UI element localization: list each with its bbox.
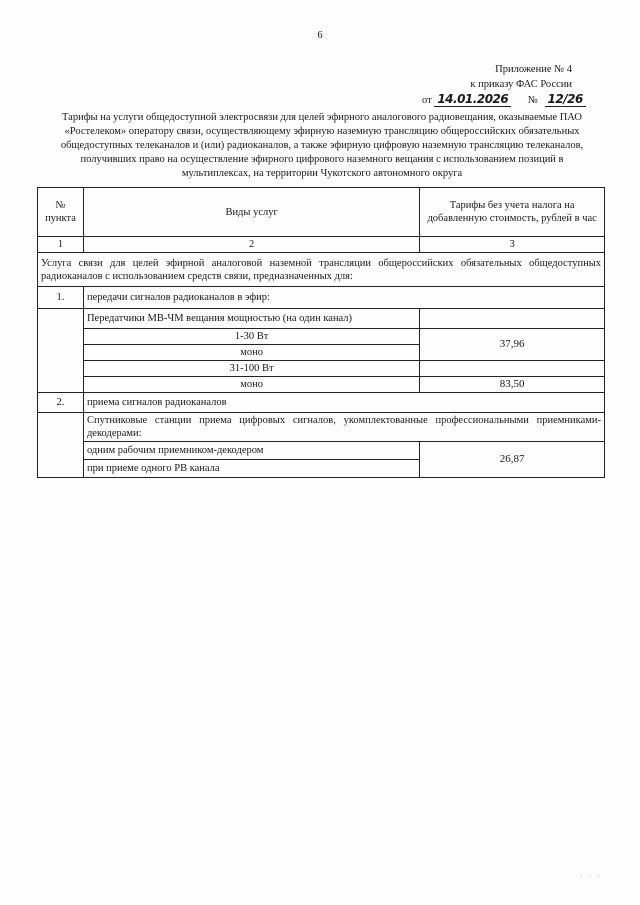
channel-label: при приеме одного РВ канала	[83, 460, 419, 478]
price-1-30w: 37,96	[420, 329, 605, 361]
appendix-order-ref: к приказу ФАС России	[470, 79, 572, 90]
mono-2-label: моно	[83, 377, 419, 393]
from-label: от	[422, 95, 432, 106]
scan-specks: · · ·	[580, 872, 602, 881]
header-service: Виды услуг	[83, 188, 419, 237]
price-31-100w: 83,50	[420, 377, 605, 393]
appendix-title: Приложение № 4	[495, 64, 572, 75]
column-number-row	[38, 237, 605, 253]
col-number-1: 1	[38, 237, 84, 253]
section-title: Услуга связи для целей эфирной аналоговой наземной трансляции общероссийских обязательных общедоступных радиоканалов с использованием средств связи, предназначенных для:	[38, 253, 605, 287]
power-1-label: 1-30 Вт	[83, 329, 419, 345]
receiver-row	[38, 442, 605, 460]
stations-row	[38, 413, 605, 442]
col-number-3: 3	[420, 237, 605, 253]
page-number: 6	[317, 30, 323, 41]
transmitters-row	[38, 309, 605, 329]
col-number-2: 2	[83, 237, 419, 253]
mono-1-label: моно	[83, 345, 419, 361]
price-satellite: 26,87	[420, 442, 605, 478]
item-2-row	[38, 393, 605, 413]
item-1-row	[38, 287, 605, 309]
power-2-tariff-empty	[420, 361, 605, 377]
mono-2-row	[38, 377, 605, 393]
power-2-label: 31-100 Вт	[83, 361, 419, 377]
order-date-number	[422, 92, 592, 107]
header-tariff: Тарифы без учета налога на добавленную стоимость, рублей в час	[420, 188, 605, 237]
appendix-header	[470, 62, 572, 92]
power-2-row	[38, 361, 605, 377]
item-1-title: передачи сигналов радиоканалов в эфир:	[83, 287, 604, 309]
document-heading: Тарифы на услуги общедоступной электросвязи для целей эфирного аналогового радиовещания, оказываемые ПАО «Ростелеком» оператору связи, осуществляющему эфирную наземную трансляцию общероссийских обязательных общедоступных телеканалов и (или) радиоканалов, а также эфирную цифровую наземную трансляцию телеканалов, получивших право на осуществление эфирного цифрового наземного вещания с использованием позиций в мультиплексах, на территории Чукотского автономного округа	[60, 112, 584, 179]
header-num: № пункта	[38, 188, 84, 237]
table-header-row	[38, 188, 605, 237]
number-label: №	[527, 95, 538, 106]
section-title-row	[38, 253, 605, 287]
transmitters-label: Передатчики МВ-ЧМ вещания мощностью (на один канал)	[83, 309, 419, 329]
power-1-row	[38, 329, 605, 345]
item-2-title: приема сигналов радиоканалов	[83, 393, 604, 413]
order-date: 14.01.2026	[434, 92, 511, 107]
item-1-blank	[38, 309, 84, 393]
transmitters-tariff-empty	[420, 309, 605, 329]
item-2-num: 2.	[38, 393, 84, 413]
item-1-num: 1.	[38, 287, 84, 309]
order-number: 12/26	[545, 92, 586, 107]
receiver-label: одним рабочим приемником-декодером	[83, 442, 419, 460]
item-2-blank	[38, 413, 84, 478]
stations-label: Спутниковые станции приема цифровых сигналов, укомплектованные профессиональными приемниками-декодерами:	[83, 413, 604, 442]
tariff-table	[37, 187, 605, 478]
